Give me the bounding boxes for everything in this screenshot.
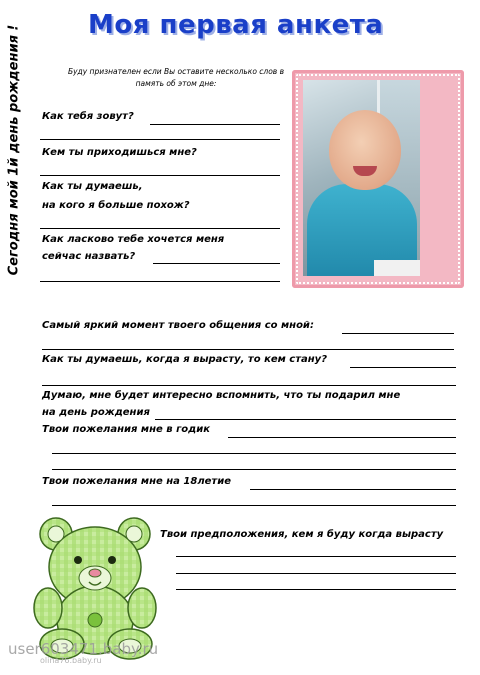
watermark: user603471.baby.ru xyxy=(8,640,159,658)
answer-line[interactable] xyxy=(52,453,456,454)
answer-line[interactable] xyxy=(228,437,456,438)
answer-line[interactable] xyxy=(40,139,280,140)
question-guesses: Твои предположения, кем я буду когда вырасту xyxy=(160,529,444,540)
side-caption xyxy=(2,10,26,290)
answer-line[interactable] xyxy=(250,489,456,490)
question-future: Как ты думаешь, когда я вырасту, то кем стану? xyxy=(42,354,327,365)
side-caption-text: Сегодня мой 1й день рождения ! xyxy=(6,24,22,276)
answer-line[interactable] xyxy=(350,367,456,368)
answer-line[interactable] xyxy=(40,175,280,176)
answer-line[interactable] xyxy=(40,281,280,282)
photo-sill xyxy=(374,260,420,276)
page-title: Моя первая анкета xyxy=(88,10,384,40)
question-resemble: на кого я больше похож? xyxy=(42,200,190,211)
answer-line[interactable] xyxy=(42,385,456,386)
answer-line[interactable] xyxy=(176,589,456,590)
answer-line[interactable] xyxy=(40,228,280,229)
question-think: Как ты думаешь, xyxy=(42,181,143,192)
baby-photo xyxy=(303,80,420,276)
question-brightest-moment: Самый яркий момент твоего общения со мной: xyxy=(42,320,314,331)
answer-line[interactable] xyxy=(150,124,280,125)
answer-line[interactable] xyxy=(52,505,456,506)
question-wishes-18: Твои пожелания мне на 18летие xyxy=(42,476,232,487)
question-gift: Думаю, мне будет интересно вспомнить, что ты подарил мне xyxy=(42,390,401,401)
question-wishes-year: Твои пожелания мне в годик xyxy=(42,424,211,435)
intro-text: Буду признателен если Вы оставите несколько слов в память об этом дне: xyxy=(67,67,285,88)
answer-line[interactable] xyxy=(342,333,454,334)
question-relation: Кем ты приходишься мне? xyxy=(42,147,197,158)
watermark-small: olina76.baby.ru xyxy=(40,656,102,665)
answer-line[interactable] xyxy=(176,573,456,574)
question-name: Как тебя зовут? xyxy=(42,111,134,122)
answer-line[interactable] xyxy=(52,469,456,470)
question-gift-2: на день рождения xyxy=(42,407,150,418)
question-nickname: Как ласково тебе хочется меня xyxy=(42,234,225,245)
question-nickname-2: сейчас назвать? xyxy=(42,251,136,262)
answer-line[interactable] xyxy=(153,263,280,264)
answer-line[interactable] xyxy=(176,556,456,557)
answer-line[interactable] xyxy=(42,349,454,350)
answer-line[interactable] xyxy=(155,419,456,420)
photo-face xyxy=(329,110,401,190)
